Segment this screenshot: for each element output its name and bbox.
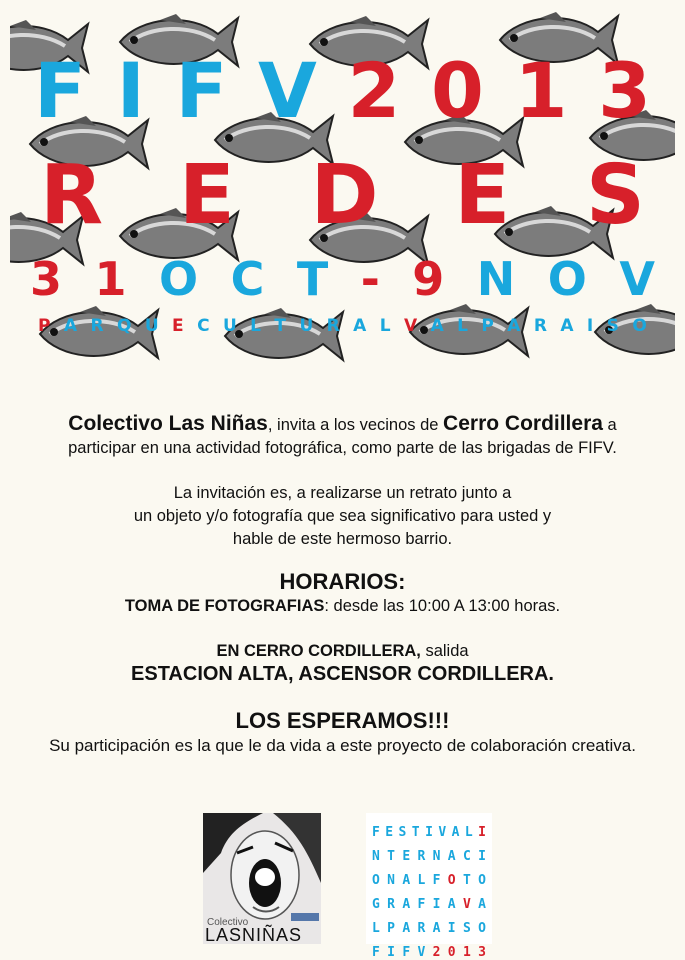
banner-letter: A	[63, 316, 78, 336]
fifv-logo-row	[372, 917, 486, 941]
banner-letter: V	[258, 45, 317, 135]
fifv-logo-letter: A	[451, 825, 460, 840]
fifv-logo-row	[372, 845, 486, 869]
banner-letter: D	[310, 147, 379, 243]
invite-paragraph-line: un objeto y/o fotografía que sea significativo para usted y	[133, 507, 552, 525]
fifv-logo-letter: F	[372, 825, 380, 840]
fifv-logo-letter: O	[447, 873, 456, 888]
station-name: ESTACION ALTA, ASCENSOR CORDILLERA.	[131, 663, 554, 685]
fifv-logo-letter: V	[462, 897, 471, 912]
fifv-logo-letter: L	[464, 825, 473, 840]
schedule-line	[0, 595, 685, 618]
fifv-logo-letter: V	[438, 825, 447, 840]
fifv-logo-letter: I	[447, 921, 456, 936]
banner-title-line	[10, 45, 675, 135]
banner-letter: F	[175, 45, 228, 135]
invite-text: , invita a los vecinos de	[267, 416, 444, 434]
fifv-logo-letter: C	[462, 849, 471, 864]
banner-letter: P	[38, 316, 51, 336]
banner-letter: R	[326, 316, 340, 336]
banner-letter: U	[144, 316, 159, 336]
fifv-logo	[366, 813, 492, 960]
invite-paragraph-line: La invitación es, a realizarse un retrato junto a	[173, 484, 512, 502]
banner-letter: A	[353, 316, 367, 336]
invite-text-end: a	[602, 416, 617, 434]
fifv-logo-letter: 0	[447, 945, 456, 960]
banner-letter: P	[481, 316, 494, 336]
place-name: Cerro Cordillera	[443, 412, 603, 435]
banner-letter: 3	[598, 45, 651, 135]
banner-letter: L	[457, 316, 468, 336]
fifv-logo-letter: O	[478, 873, 486, 888]
banner-letter: O	[632, 316, 647, 336]
fifv-logo-letter: R	[417, 921, 426, 936]
fifv-logo-letter: I	[432, 897, 441, 912]
fifv-logo-letter: A	[447, 849, 456, 864]
fifv-logo-letter: F	[402, 945, 411, 960]
fifv-logo-letter: I	[425, 825, 433, 840]
fifv-logo-letter: A	[478, 897, 486, 912]
banner-letter: E	[454, 147, 511, 243]
fifv-logo-letter: 3	[478, 945, 486, 960]
banner-dates-line	[10, 253, 675, 305]
schedule-heading: HORARIOS:	[279, 569, 406, 594]
fifv-logo-letter: F	[417, 897, 426, 912]
closing-text: Su participación es la que le da vida a este proyecto de colaboración creativa.	[49, 736, 636, 755]
banner-letter: 1	[94, 252, 127, 306]
banner-letter: I	[116, 45, 145, 135]
banner-letter: A	[560, 316, 574, 336]
fifv-logo-letter: N	[432, 849, 441, 864]
org-name: Colectivo Las Niñas	[68, 412, 268, 435]
fifv-logo-letter: A	[402, 921, 411, 936]
banner-letter: V	[619, 252, 655, 306]
fifv-logo-letter: O	[478, 921, 486, 936]
banner-letter: F	[34, 45, 86, 135]
fifv-logo-letter: A	[402, 897, 411, 912]
banner-letter: E	[178, 147, 235, 243]
invite-paragraph-line: hable de este hermoso barrio.	[232, 530, 453, 548]
fifv-logo-letter: 1	[462, 945, 471, 960]
fifv-logo-letter: V	[417, 945, 426, 960]
banner-letter: L	[250, 316, 262, 336]
banner-letter: S	[585, 147, 645, 243]
banner-letter: R	[90, 316, 104, 336]
banner-letter: L	[379, 316, 391, 336]
fifv-logo-row	[372, 869, 486, 893]
banner-letter: Q	[116, 316, 132, 336]
banner-letter: I	[586, 316, 594, 336]
fifv-logo-letter: S	[398, 825, 407, 840]
fifv-logo-letter: T	[411, 825, 420, 840]
banner-venue-line	[10, 314, 675, 338]
banner-letter: O	[547, 252, 587, 306]
banner-letter: O	[159, 252, 199, 306]
banner-letter: T	[274, 316, 287, 336]
fifv-logo-row	[372, 821, 486, 845]
invite-line-2: participar en una actividad fotográfica, como parte de las brigadas de FIFV.	[68, 439, 617, 457]
logo-small-text: Colectivo	[207, 917, 249, 928]
location-label: EN CERRO CORDILLERA,	[216, 642, 421, 660]
fifv-logo-row	[372, 941, 486, 960]
banner-letter: 3	[30, 252, 63, 306]
fifv-logo-letter: N	[372, 849, 380, 864]
fifv-logo-letter: E	[402, 849, 411, 864]
banner-letter: V	[403, 316, 418, 336]
banner-letter: -	[360, 252, 380, 306]
fifv-logo-letter: R	[387, 897, 395, 912]
schedule-label: TOMA DE FOTOGRAFIAS	[124, 597, 325, 615]
location-line	[0, 640, 685, 663]
fifv-logo-letter: L	[417, 873, 426, 888]
banner-theme-line	[10, 147, 675, 243]
fifv-logo-letter: I	[387, 945, 395, 960]
banner-letter: A	[430, 316, 444, 336]
banner-letter: S	[606, 316, 619, 336]
fifv-logo-letter: P	[387, 921, 395, 936]
festival-banner	[10, 10, 675, 375]
banner-letter: R	[533, 316, 547, 336]
closing-heading: LOS ESPERAMOS!!!	[235, 708, 450, 733]
banner-letter: U	[222, 316, 237, 336]
fifv-logo-letter: F	[372, 945, 380, 960]
banner-letter: A	[507, 316, 521, 336]
banner-letter: T	[296, 252, 329, 306]
fifv-logo-letter: A	[432, 921, 441, 936]
banner-letter: R	[40, 147, 104, 243]
fifv-logo-letter: O	[372, 873, 380, 888]
schedule-time: : desde las 10:00 A 13:00 horas.	[324, 597, 561, 615]
banner-letter: C	[230, 252, 265, 306]
fifv-logo-letter: I	[478, 849, 486, 864]
fifv-logo-letter: L	[372, 921, 380, 936]
location-text: salida	[420, 642, 469, 660]
fifv-logo-letter: R	[417, 849, 426, 864]
fifv-logo-letter: T	[387, 849, 395, 864]
banner-letter: 0	[431, 45, 484, 135]
fifv-logo-letter: S	[462, 921, 471, 936]
fifv-logo-letter: E	[385, 825, 394, 840]
invitation-text	[0, 412, 685, 757]
fifv-logo-letter: F	[432, 873, 441, 888]
fifv-logo-letter: A	[447, 897, 456, 912]
fifv-logo-letter: I	[478, 825, 486, 840]
banner-letter: C	[197, 316, 210, 336]
banner-letter: N	[476, 252, 516, 306]
logo-big-text: LASNIÑAS	[205, 925, 303, 944]
fifv-logo-letter: A	[402, 873, 411, 888]
banner-letter: E	[172, 316, 184, 336]
las-ninas-logo	[203, 813, 321, 944]
banner-letter: 1	[514, 45, 568, 135]
banner-letter: 2	[347, 45, 401, 135]
invite-line-1	[0, 412, 685, 437]
fifv-logo-letter: T	[462, 873, 471, 888]
banner-letter: U	[299, 316, 314, 336]
fifv-logo-letter: 2	[432, 945, 441, 960]
fifv-logo-letter: G	[372, 897, 380, 912]
fifv-logo-row	[372, 893, 486, 917]
banner-letter: 9	[412, 252, 445, 306]
fifv-logo-letter: N	[387, 873, 395, 888]
